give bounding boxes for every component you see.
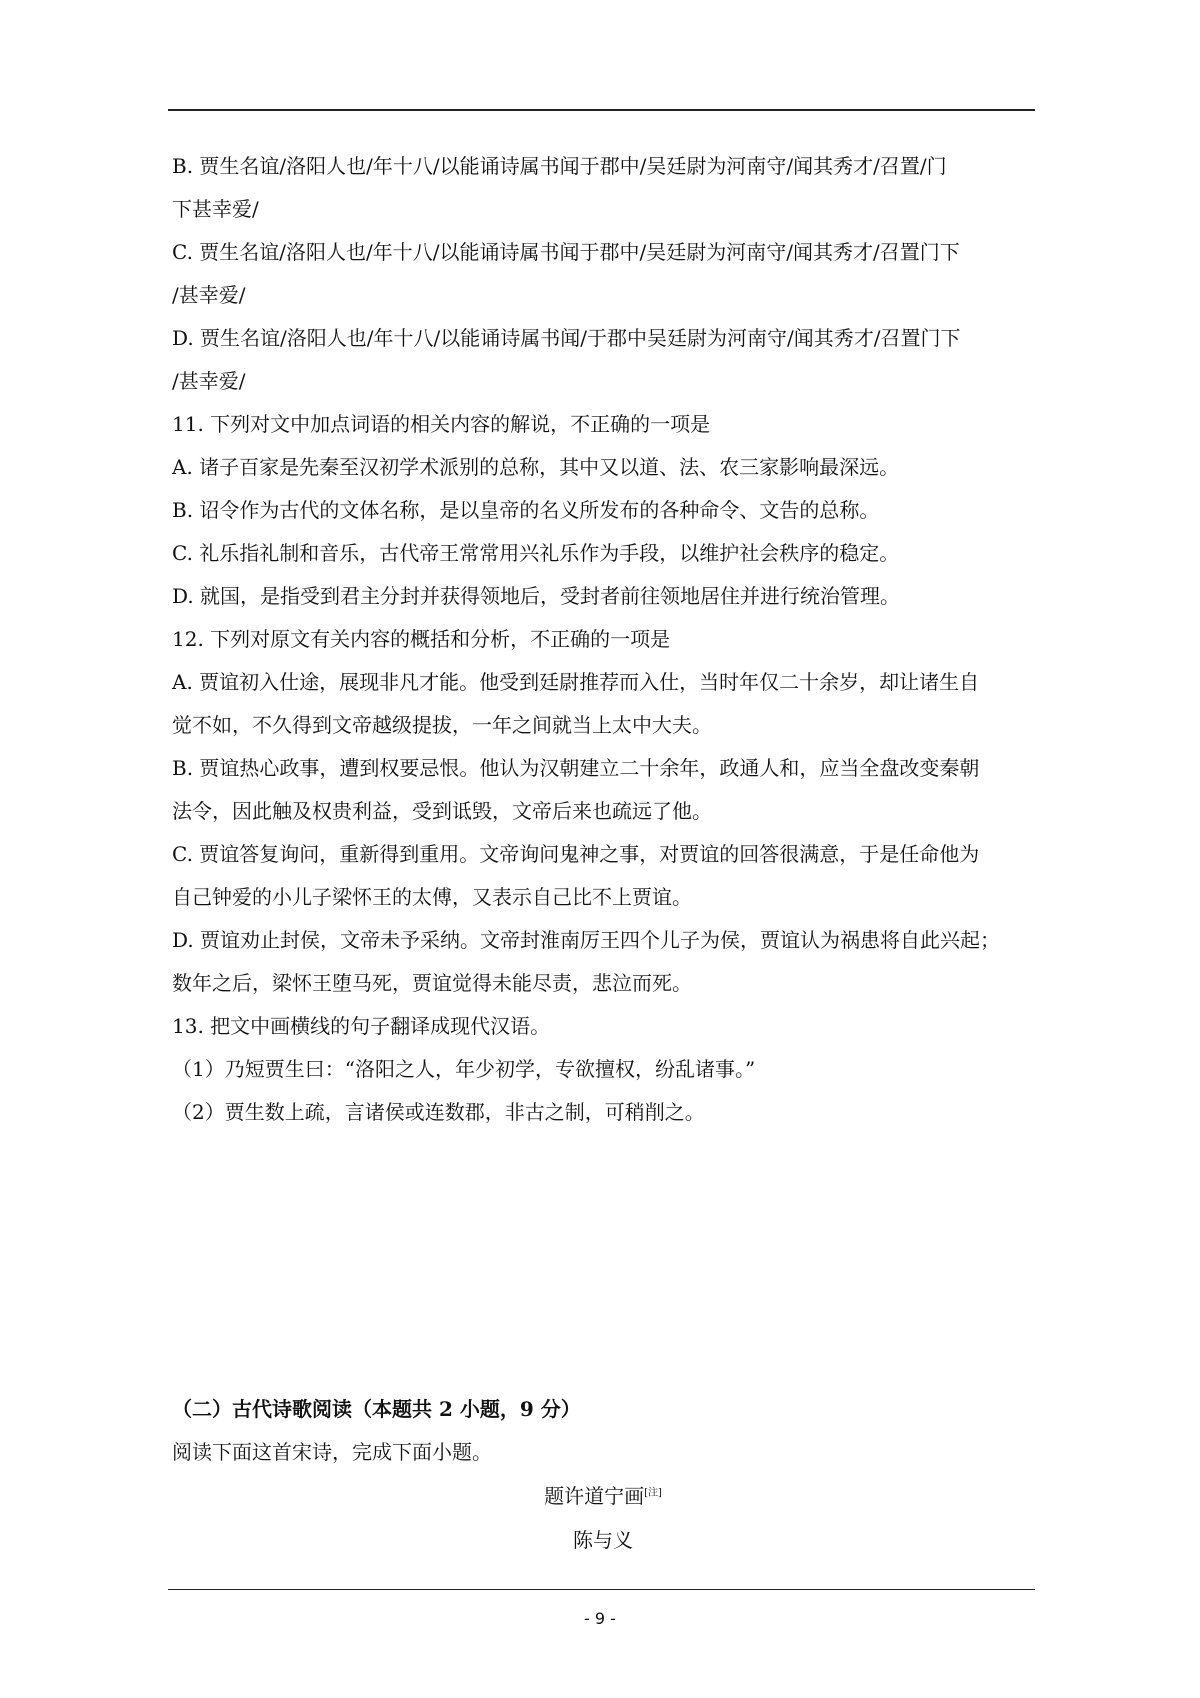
question-12-stem: 12. 下列对原文有关内容的概括和分析，不正确的一项是 <box>172 627 671 651</box>
footer-rule <box>168 1589 1035 1590</box>
question-12-option-a-line-1: A. 贾谊初入仕途，展现非凡才能。他受到廷尉推荐而入仕，当时年仅二十余岁，却让诸生自 <box>172 670 980 694</box>
question-12-option-c-line-1: C. 贾谊答复询问，重新得到重用。文帝询问鬼神之事，对贾谊的回答很满意，于是任命他为 <box>172 842 980 866</box>
question-12-option-d-line-2: 数年之后，梁怀王堕马死，贾谊觉得未能尽责，悲泣而死。 <box>172 971 692 995</box>
question-12-option-c-line-2: 自己钟爱的小儿子梁怀王的太傅，又表示自己比不上贾谊。 <box>172 885 692 909</box>
option-c-10-line-1: C. 贾生名谊/洛阳人也/年十八/以能诵诗属书闻于郡中/吴廷尉为河南守/闻其秀才/召置门下 <box>172 240 960 264</box>
header-rule <box>168 109 1035 111</box>
option-c-10-line-2: /甚幸爱/ <box>172 283 246 307</box>
question-11-option-d: D. 就国，是指受到君主分封并获得领地后，受封者前往领地居住并进行统治管理。 <box>172 584 901 608</box>
section-instruction: 阅读下面这首宋诗，完成下面小题。 <box>172 1440 492 1464</box>
question-11-option-b: B. 诏令作为古代的文体名称，是以皇帝的名义所发布的各种命令、文告的总称。 <box>172 498 880 522</box>
option-b-10-line-2: 下甚幸爱/ <box>172 197 259 221</box>
section-heading: （二）古代诗歌阅读（本题共 2 小题，9 分） <box>172 1397 581 1421</box>
question-11-option-a: A. 诸子百家是先秦至汉初学术派别的总称，其中又以道、法、农三家影响最深远。 <box>172 455 900 479</box>
question-12-option-b-line-2: 法令，因此触及权贵利益，受到诋毁，文帝后来也疏远了他。 <box>172 799 712 823</box>
poem-title <box>172 1484 1034 1508</box>
question-11-stem: 11. 下列对文中加点词语的相关内容的解说，不正确的一项是 <box>172 412 711 436</box>
question-13-stem: 13. 把文中画横线的句子翻译成现代汉语。 <box>172 1014 551 1038</box>
question-12-option-b-line-1: B. 贾谊热心政事，遭到权要忌恨。他认为汉朝建立二十余年，政通人和，应当全盘改变秦朝 <box>172 756 980 780</box>
question-11-option-c: C. 礼乐指礼制和音乐，古代帝王常常用兴礼乐作为手段，以维护社会秩序的稳定。 <box>172 541 900 565</box>
option-d-10-line-1: D. 贾生名谊/洛阳人也/年十八/以能诵诗属书闻/于郡中吴廷尉为河南守/闻其秀才/召置门下 <box>172 326 961 350</box>
option-b-10-line-1: B. 贾生名谊/洛阳人也/年十八/以能诵诗属书闻于郡中/吴廷尉为河南守/闻其秀才/召置/门 <box>172 154 947 178</box>
option-d-10-line-2: /甚幸爱/ <box>172 369 246 393</box>
poem-author: 陈与义 <box>573 1528 633 1552</box>
poem-note-mark: [注] <box>644 1487 662 1499</box>
page-number: - 9 - <box>584 1609 616 1628</box>
question-13-item-1: （1）乃短贾生曰：“洛阳之人，年少初学，专欲擅权，纷乱诸事。” <box>172 1057 756 1081</box>
question-12-option-a-line-2: 觉不如，不久得到文帝越级提拔，一年之间就当上太中大夫。 <box>172 713 712 737</box>
question-13-item-2: （2）贾生数上疏，言诸侯或连数郡，非古之制，可稍削之。 <box>172 1100 705 1124</box>
question-12-option-d-line-1: D. 贾谊劝止封侯，文帝未予采纳。文帝封淮南厉王四个儿子为侯，贾谊认为祸患将自此兴起； <box>172 928 1001 952</box>
poem-title-text: 题许道宁画 <box>544 1484 645 1508</box>
